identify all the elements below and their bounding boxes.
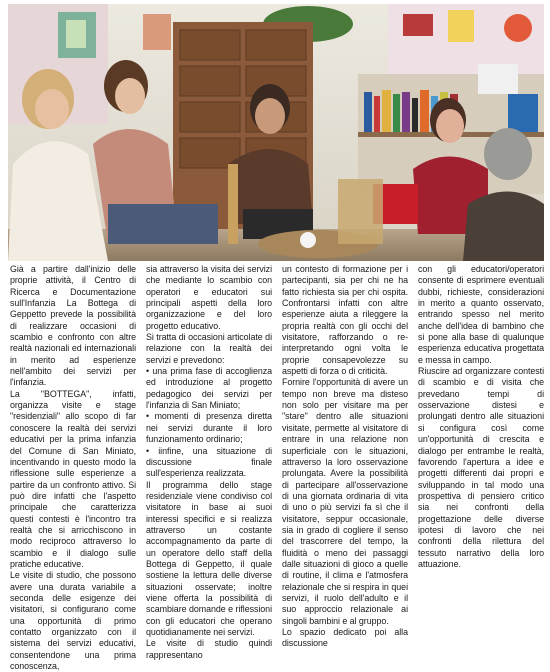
column-1: [10, 264, 136, 672]
paragraph: con gli educatori/operatori consente di esprimere eventuali dubbi, richieste, considerazioni in merito a quanto osservato, entrando spesso nel merito anche dell'idea di bambino che si pone alla base di qualunque esperienza educativa progettata e messa in campo.: [418, 264, 544, 365]
paragraph: Fornire l'opportunità di avere un tempo non breve ma disteso non solo per visitare ma per "stare" dentro alle situazioni visitate, permette al visitatore di entrare in una relazione non superficiale con le situazioni, attraverso la loro osservazione prolungata. Avere la possibilità di partecipare all'osservazione di una giornata ordinaria di vita di uno o più servizi fa sì che il visitatore, seppur occasionale, sia in grado di cogliere il senso del trascorrere del tempo, la fluidità o meno dei passaggi dalle situazioni di gioco a quelle di routine, il clima e l'atmosfera relazionale che si respira in quei servizi, il ruolo dell'adulto e il suo approccio relazionale ai singoli bambini e al gruppo.: [282, 377, 408, 626]
paragraph: Le visite di studio quindi rappresentano: [146, 638, 272, 660]
bullet-item: • momenti di presenza diretta nei servizi durante il loro funzionamento ordinario;: [146, 411, 272, 445]
bullet-item: • una prima fase di accoglienza ed introduzione al progetto pedagogico dei servizi per l'infanzia di San Miniato;: [146, 366, 272, 411]
article-body: [10, 264, 544, 672]
paragraph: un contesto di formazione per i partecipanti, sia per chi ne ha fatto richiesta sia per chi ospita. Confrontarsi infatti con altre esperienze aiuta a rileggere la propria realtà con gli occhi del visitatore, rafforzando o re-interpretando ogni volta le proprie consapevolezze su aspetti di forza o di criticità.: [282, 264, 408, 377]
paragraph: Si tratta di occasioni articolate di relazione con la realtà dei servizi e prevedono:: [146, 332, 272, 365]
paragraph: Riuscire ad organizzare contesti di scambio e di visita che prevedano tempi di osservazione distesi e prolungati dentro alle situazioni si configura così come un'opportunità di crescita e dialogo per entrambe le realtà, favorendo l'apertura a idee e progetti differenti dai propri e sviluppando in tal modo una prospettiva di pensiero critico sia nei confronti della progettazione delle diverse ipotesi di lavoro che nei confronti della rilettura del tessuto narrativo della loro attuazione.: [418, 366, 544, 569]
paragraph: La "BOTTEGA", infatti, organizza visite e stage "residenziali" allo scopo di far conoscere la realtà dei servizi educativi per la prima infanzia del Comune di San Miniato, incentivando in questo modo la riflessione sulle esperienze a partire da un confronto attivo. Si può dire infatti che l'aspetto principale che caratterizza questi contesti è l'incontro tra realtà che si arricchiscono in modo reciproco attraverso lo scambio e il dialogo sulle pratiche educative.: [10, 388, 136, 569]
column-3: [282, 264, 408, 649]
paragraph: Le visite di studio, che possono avere una durata variabile a seconda delle esigenze dei visitatori, si configurano come una opportunità di primo contatto organizzato con il sistema dei servizi educativi, consentendone una prima conoscenza,: [10, 570, 136, 672]
column-2: [146, 264, 272, 660]
paragraph: Già a partire dall'inizio delle proprie attività, il Centro di Ricerca e Documentazione sull'Infanzia La Bottega di Geppetto prevede la possibilità di realizzare occasioni di scambio e confronto con altre realtà nazionali ed internazionali in merito ad esperienze nell'ambito dei servizi per l'infanzia.: [10, 264, 136, 388]
paragraph: Il programma dello stage residenziale viene condiviso col visitatore in base ai suoi interessi specifici e si realizza attraverso un costante accompagnamento da parte di un operatore dello staff della Bottega di Geppetto, il quale sostiene la lettura delle diverse situazioni osservate; inoltre viene offerta la possibilità di scambiare domande e riflessioni con gli educatori che operano quotidianamente nei servizi.: [146, 479, 272, 637]
paragraph: Lo spazio dedicato poi alla discussione: [282, 627, 408, 649]
paragraph: sia attraverso la visita dei servizi che mediante lo scambio con operatori e educatori sui principali aspetti della loro organizzazione e del loro progetto educativo.: [146, 264, 272, 331]
bullet-item: • iinfine, una situazione di discussione finale sull'esperienza realizzata.: [146, 445, 272, 479]
column-4: [418, 264, 544, 630]
meeting-photo: [8, 4, 544, 261]
